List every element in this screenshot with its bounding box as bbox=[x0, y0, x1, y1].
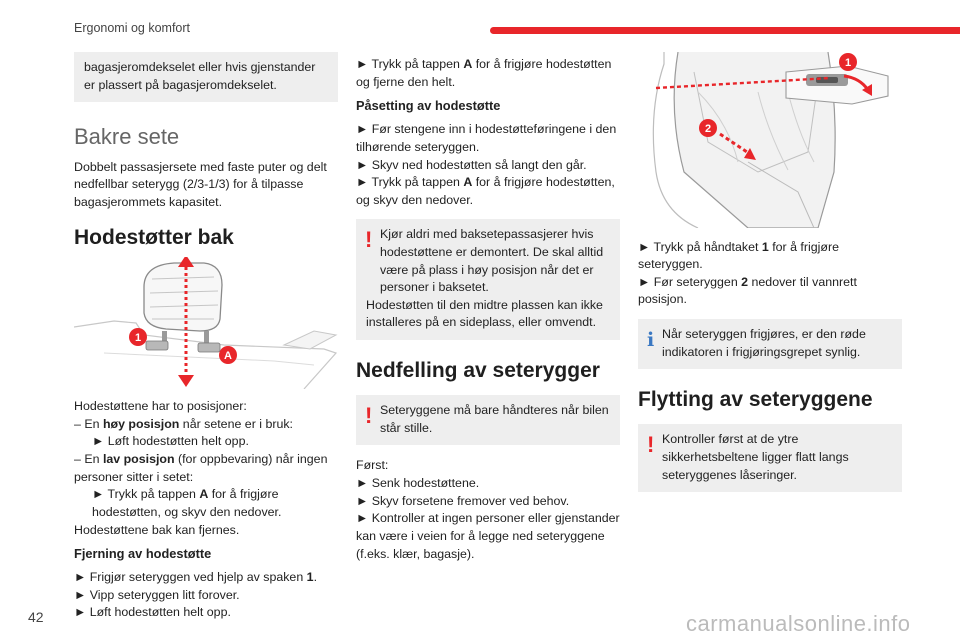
warning-exclamation-icon: ! bbox=[647, 432, 655, 458]
fig-label-a: A bbox=[224, 349, 232, 362]
watermark: carmanualsonline.info bbox=[686, 611, 911, 636]
positions-intro: Hodestøttene har to posisjoner: bbox=[74, 399, 247, 414]
warning-box-headrests bbox=[356, 219, 620, 340]
first-step-2: ► Skyv forsetene fremover ved behov. bbox=[356, 493, 570, 508]
fig-label-2: 2 bbox=[704, 123, 712, 135]
section-title-bakre-sete: Bakre sete bbox=[74, 124, 180, 150]
removal-step-3: ► Løft hodestøtten helt opp. bbox=[74, 605, 231, 620]
info-icon: i bbox=[647, 329, 655, 352]
high-position-bold: høy posisjon bbox=[102, 416, 180, 431]
low-position-line: – En lav posisjon (for oppbevaring) når ingen personer sitter i setet: bbox=[74, 452, 328, 484]
removable-text: Hodestøttene bak kan fjernes. bbox=[74, 522, 240, 537]
heading-nedfelling: Nedfelling av seterygger bbox=[356, 359, 600, 383]
headrest-illustration bbox=[74, 257, 338, 395]
column-1 bbox=[74, 52, 338, 622]
low-position-step: ► Trykk på tappen A for å frigjøre hodestøtten, og skyv den nedover. bbox=[92, 487, 282, 519]
high-position-line: – En høy posisjon når setene er i bruk: bbox=[74, 416, 293, 431]
seatback-step-2: ► Før seteryggen 2 nedover til vannrett posisjon. bbox=[638, 274, 857, 307]
page-number: 42 bbox=[28, 609, 44, 625]
heading-hodestotter-bak: Hodestøtter bak bbox=[74, 226, 234, 250]
fit-step-1: ► Før stengene inn i hodestøtteføringene i den tilhørende seteryggen. bbox=[356, 122, 617, 154]
continued-note-box bbox=[74, 52, 338, 102]
first-step-1: ► Senk hodestøttene. bbox=[356, 476, 480, 491]
warning-belts-text: Kontroller først at de ytre sikkerhetsbeltene ligger flatt langs seteryggenes låseringer. bbox=[662, 432, 849, 482]
intro-paragraph: Dobbelt passasjersete med faste puter og delt nedfellbar seterygg (2/3-1/3) for å tilpasse bagasjerommets kapasitet. bbox=[74, 159, 327, 209]
warning-exclamation-icon: ! bbox=[365, 403, 373, 429]
seatback-release-illustration bbox=[638, 52, 902, 234]
warning-headrests-text-2: Hodestøtten til den midtre plassen kan ikke installeres på en sideplass, eller omvendt. bbox=[366, 297, 603, 330]
column-2 bbox=[356, 56, 620, 563]
info-indicator-text: Når seteryggen frigjøres, er den røde indikatoren i frigjøringsgrepet synlig. bbox=[662, 327, 866, 359]
warning-exclamation-icon: ! bbox=[365, 227, 373, 253]
continued-note-text: bagasjeromdekselet eller hvis gjenstander er plassert på bagasjeromdekselet. bbox=[84, 60, 316, 92]
release-step: ► Trykk på tappen A for å frigjøre hodestøtten og fjerne den helt. bbox=[356, 57, 612, 89]
fig-label-1: 1 bbox=[134, 331, 142, 344]
warning-fold-text: Seteryggene må bare håndteres når bilen står stille. bbox=[380, 403, 609, 435]
fig-label-1: 1 bbox=[844, 57, 852, 69]
low-position-bold: lav posisjon bbox=[102, 452, 175, 467]
first-label: Først: bbox=[356, 458, 389, 473]
fit-title: Påsetting av hodestøtte bbox=[356, 98, 501, 114]
removal-step-1: ► Frigjør seteryggen ved hjelp av spaken 1. bbox=[74, 570, 318, 585]
heading-flytting: Flytting av seteryggene bbox=[638, 388, 873, 412]
removal-title: Fjerning av hodestøtte bbox=[74, 546, 212, 562]
info-box-indicator bbox=[638, 319, 902, 369]
high-position-step: ► Løft hodestøtten helt opp. bbox=[92, 434, 249, 449]
column-3 bbox=[638, 52, 902, 492]
fit-step-3: ► Trykk på tappen A for å frigjøre hodestøtten, og skyv den nedover. bbox=[356, 175, 615, 207]
header-red-bar bbox=[490, 27, 960, 34]
removal-step-2: ► Vipp seteryggen litt forover. bbox=[74, 587, 240, 602]
header-title: Ergonomi og komfort bbox=[74, 21, 191, 35]
warning-box-fold bbox=[356, 395, 620, 445]
seatback-step-1: ► Trykk på håndtaket 1 for å frigjøre seteryggen. bbox=[638, 239, 839, 272]
first-step-3: ► Kontroller at ingen personer eller gjenstander kan være i veien for å legge ned seteryggene (f.eks. klær, bagasje). bbox=[356, 511, 620, 561]
warning-box-belts bbox=[638, 424, 902, 492]
warning-headrests-text: Kjør aldri med baksetepassasjerer hvis hodestøttene er demontert. De skal alltid være på plass i høy posisjon når det er personer i baksetet. bbox=[380, 227, 604, 295]
fit-step-2: ► Skyv ned hodestøtten så langt den går. bbox=[356, 157, 587, 172]
